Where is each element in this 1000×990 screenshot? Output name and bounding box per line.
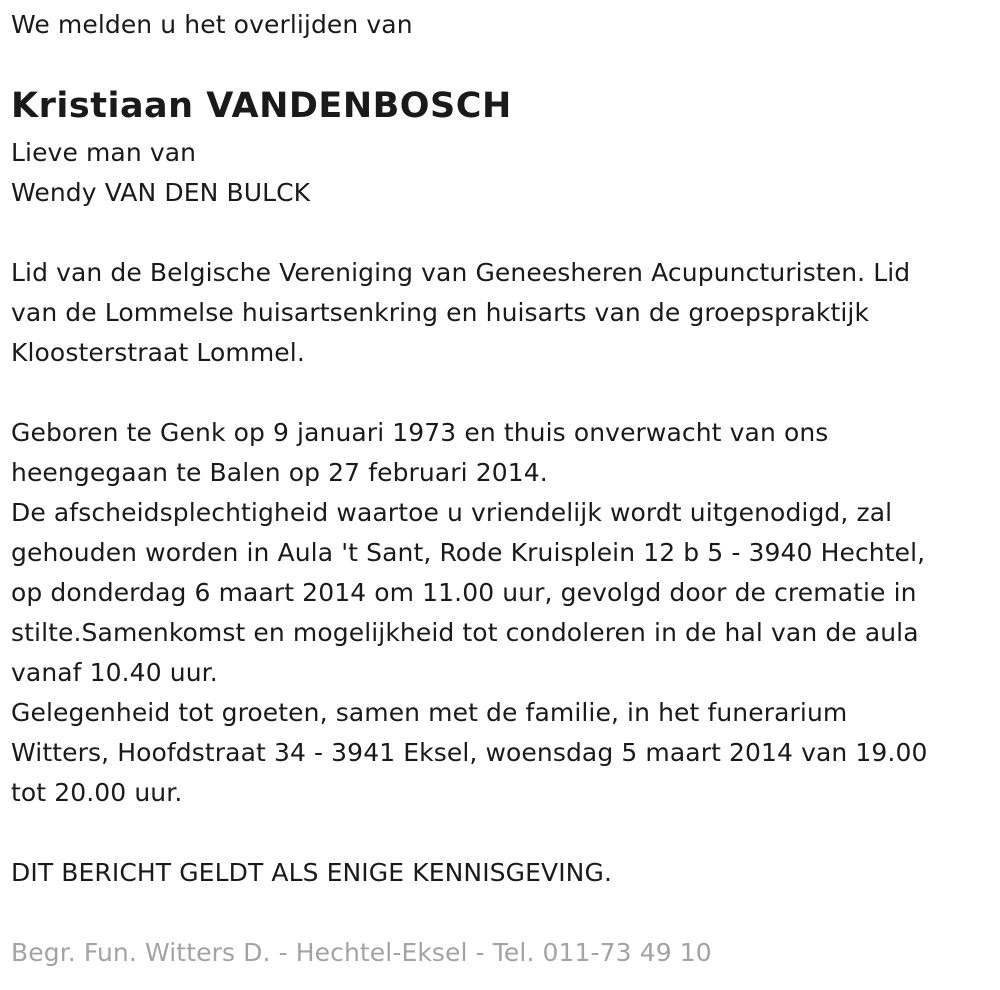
- membership-line: Kloosterstraat Lommel.: [11, 338, 305, 367]
- partner-line: Wendy VAN DEN BULCK: [11, 178, 311, 207]
- partner-line: Lieve man van: [11, 138, 197, 167]
- details-line: Witters, Hoofdstraat 34 - 3941 Eksel, woensdag 5 maart 2014 van 19.00: [11, 738, 928, 767]
- membership-section: [11, 253, 910, 373]
- details-line: tot 20.00 uur.: [11, 778, 183, 807]
- membership-line: van de Lommelse huisartsenkring en huisarts van de groepspraktijk: [11, 298, 870, 327]
- details-line: Geboren te Genk op 9 januari 1973 en thuis onverwacht van ons: [11, 418, 829, 447]
- notice-section: [11, 853, 612, 893]
- deceased-name: Kristiaan VANDENBOSCH: [11, 86, 512, 126]
- partner-section: [11, 133, 310, 213]
- membership-line: Lid van de Belgische Vereniging van Geneesheren Acupuncturisten. Lid: [11, 258, 911, 287]
- details-line: stilte.Samenkomst en mogelijkheid tot condoleren in de hal van de aula: [11, 618, 919, 647]
- details-line: De afscheidsplechtigheid waartoe u vriendelijk wordt uitgenodigd, zal: [11, 498, 893, 527]
- details-line: heengegaan te Balen op 27 februari 2014.: [11, 458, 548, 487]
- details-section: [11, 413, 927, 813]
- intro-text: We melden u het overlijden van: [11, 10, 413, 39]
- details-line: op donderdag 6 maart 2014 om 11.00 uur, gevolgd door de crematie in: [11, 578, 917, 607]
- details-line: Gelegenheid tot groeten, samen met de familie, in het funerarium: [11, 698, 848, 727]
- sole-notice-text: DIT BERICHT GELDT ALS ENIGE KENNISGEVING.: [11, 858, 612, 887]
- footer-section: [11, 933, 712, 973]
- details-line: vanaf 10.40 uur.: [11, 658, 218, 687]
- details-line: gehouden worden in Aula 't Sant, Rode Kruisplein 12 b 5 - 3940 Hechtel,: [11, 538, 926, 567]
- funeral-home-footer: Begr. Fun. Witters D. - Hechtel-Eksel - Tel. 011-73 49 10: [11, 938, 712, 967]
